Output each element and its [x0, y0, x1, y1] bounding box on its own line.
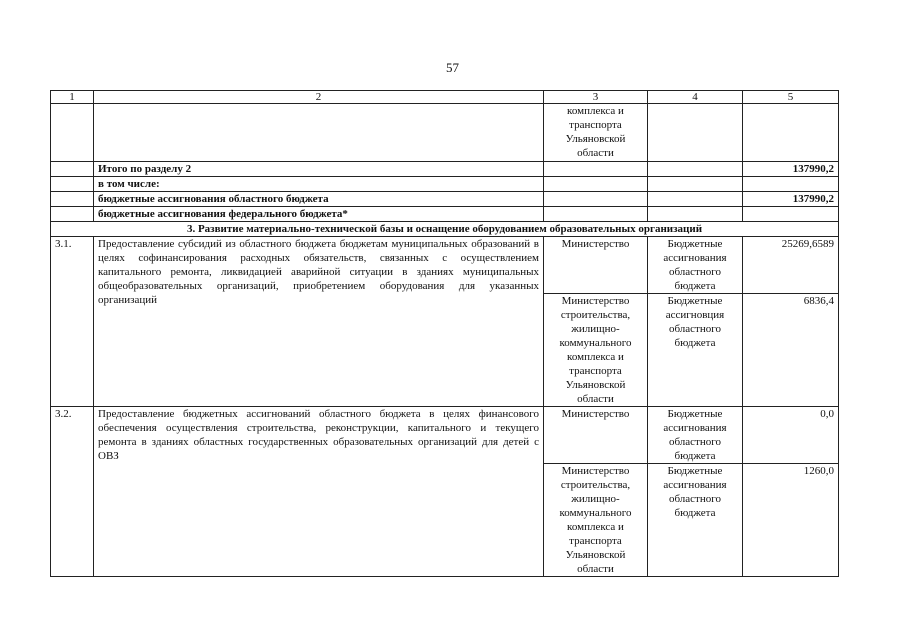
item-number: 3.1.: [51, 237, 94, 407]
column-number: 2: [94, 91, 544, 104]
item-number: 3.2.: [51, 407, 94, 577]
funding-source-cell: Бюджетные ассигнования областного бюджета: [648, 464, 743, 577]
executor-cell: комплекса и транспорта Ульяновской области: [544, 104, 648, 162]
executor-cell: Министерство строительства, жилищно-коммунального комплекса и транспорта Ульяновской области: [544, 464, 648, 577]
total-value: 137990,2: [743, 162, 839, 177]
column-number: 5: [743, 91, 839, 104]
column-number: 3: [544, 91, 648, 104]
column-number: 1: [51, 91, 94, 104]
federal-budget-row: [51, 207, 839, 222]
total-label: Итого по разделу 2: [94, 162, 544, 177]
column-number: 4: [648, 91, 743, 104]
total-row: [51, 162, 839, 177]
item-description: Предоставление бюджетных ассигнований областного бюджета в целях финансового обеспечения осуществления строительства, реконструкции, капитального и текущего ремонта в зданиях областных государственных образовательных организаций для детей с ОВЗ: [94, 407, 544, 577]
page-number: 57: [446, 60, 459, 75]
program-table: [50, 90, 839, 577]
regional-budget-row: [51, 192, 839, 207]
executor-cell: Министерство: [544, 407, 648, 464]
amount-cell: 0,0: [743, 407, 839, 464]
regional-budget-value: 137990,2: [743, 192, 839, 207]
continuation-row: [51, 104, 839, 162]
funding-source-cell: Бюджетные ассигнования областного бюджета: [648, 237, 743, 294]
section-title-row: [51, 222, 839, 237]
executor-cell: Министерство: [544, 237, 648, 294]
table-row: [51, 407, 839, 464]
column-number-row: [51, 91, 839, 104]
funding-source-cell: Бюджетные ассигнования областного бюджета: [648, 407, 743, 464]
funding-source-cell: Бюджетные ассигновция областного бюджета: [648, 294, 743, 407]
amount-cell: 1260,0: [743, 464, 839, 577]
item-description: Предоставление субсидий из областного бюджета бюджетам муниципальных образований в целях софинансирования расходных обязательств, связанных с осуществлением капитального ремонта, ликвидацией аварийной ситуации в зданиях муниципальных общеобразовательных организаций, приобретением оборудования для указанных организаций: [94, 237, 544, 407]
federal-budget-label: бюджетные ассигнования федерального бюджета*: [94, 207, 544, 222]
including-label: в том числе:: [94, 177, 544, 192]
amount-cell: 6836,4: [743, 294, 839, 407]
regional-budget-label: бюджетные ассигнования областного бюджета: [94, 192, 544, 207]
table-row: [51, 237, 839, 294]
amount-cell: 25269,6589: [743, 237, 839, 294]
executor-cell: Министерство строительства, жилищно-коммунального комплекса и транспорта Ульяновской области: [544, 294, 648, 407]
section-title: 3. Развитие материально-технической базы и оснащение оборудованием образовательных организаций: [51, 222, 839, 237]
including-row: [51, 177, 839, 192]
